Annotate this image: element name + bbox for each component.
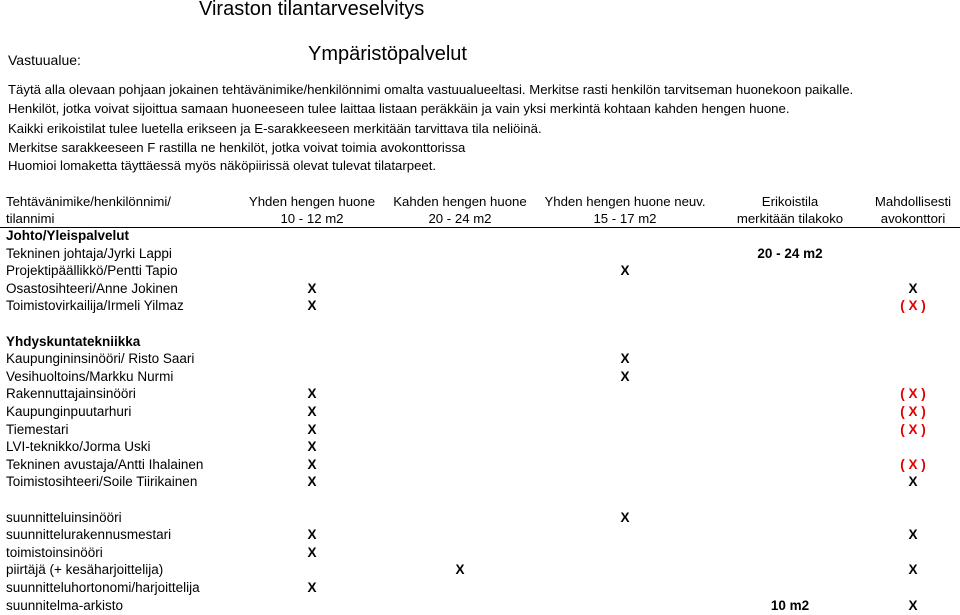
header-col-double-room: Kahden hengen huone <box>393 194 527 209</box>
vastuualue-label: Vastuualue: <box>8 52 81 68</box>
cell-mark: X <box>307 544 317 560</box>
row-name: Tekninen johtaja/Jyrki Lappi <box>6 245 172 261</box>
header-col-special-space-note: merkitään tilakoko <box>736 211 844 226</box>
cell-mark: X <box>307 404 317 419</box>
cell-mark: X <box>908 474 918 490</box>
cell-mark: X <box>908 597 918 613</box>
table-row <box>0 597 960 615</box>
row-name: Projektipäällikkö/Pentti Tapio <box>6 263 178 279</box>
row-name: Toimistosihteeri/Soile Tiirikainen <box>6 474 198 490</box>
table-row <box>0 526 960 544</box>
table-row <box>0 421 960 439</box>
row-name: Rakennuttajainsinööri <box>6 386 136 402</box>
table-row <box>0 385 960 403</box>
cell-mark: 10 m2 <box>770 597 810 613</box>
cell-mark: X <box>307 421 317 437</box>
header-col-meeting-room-size: 15 - 17 m2 <box>593 211 657 226</box>
cell-mark: ( X ) <box>900 456 926 472</box>
vastuualue-value: Ympäristöpalvelut <box>308 43 467 65</box>
table-row <box>0 509 960 527</box>
table-row <box>0 368 960 386</box>
row-name: toimistoinsinööri <box>6 544 103 560</box>
header-col-single-room-size: 10 - 12 m2 <box>280 211 344 226</box>
table-row <box>0 280 960 298</box>
table-row <box>0 403 960 421</box>
cell-mark: X <box>620 509 630 525</box>
row-name: Osastosihteeri/Anne Jokinen <box>6 280 178 296</box>
table-row <box>0 456 960 474</box>
cell-mark: X <box>307 456 317 472</box>
row-name: LVI-teknikko/Jorma Uski <box>6 439 151 455</box>
section-title: Johto/Yleispalvelut <box>6 228 130 243</box>
table-row <box>0 297 960 315</box>
row-name: Tekninen avustaja/Antti Ihalainen <box>6 456 204 472</box>
instruction-line: Henkilöt, jotka voivat sijoittua samaan huoneeseen tulee laittaa listaan peräkkäin ja vain yksi merkintä kohtaan kahden hengen huone. <box>8 101 790 116</box>
instruction-line: Huomioi lomaketta täyttäessä myös näköpiirissä olevat tulevat tilatarpeet. <box>8 158 437 173</box>
row-name: suunnitteluhortonomi/harjoittelija <box>6 580 200 595</box>
section-header-row <box>0 227 960 245</box>
cell-mark: X <box>307 298 317 314</box>
instruction-line: Merkitse sarakkeeseen F rastilla ne henkilöt, jotka voivat toimia avokonttorissa <box>8 140 466 155</box>
cell-mark: X <box>307 439 317 455</box>
cell-mark: X <box>307 527 317 543</box>
cell-mark: ( X ) <box>900 298 926 314</box>
row-name: Vesihuoltoins/Markku Nurmi <box>6 368 174 384</box>
section-title: Yhdyskuntatekniikka <box>6 333 141 349</box>
cell-mark: X <box>455 562 465 578</box>
cell-mark: X <box>620 351 630 367</box>
table-row <box>0 579 960 597</box>
instruction-line: Täytä alla olevaan pohjaan jokainen tehtävänimike/henkilönnimi omalta vastuualueeltasi. Merkitse rasti henkilön tarvitseman huonekoon paikalle. <box>8 82 854 97</box>
table-row <box>0 438 960 456</box>
row-name: suunnitelma-arkisto <box>6 597 124 613</box>
cell-mark: X <box>307 280 317 296</box>
cell-mark: 20 - 24 m2 <box>757 245 823 261</box>
cell-mark: X <box>908 527 918 543</box>
cell-mark: X <box>620 368 630 384</box>
cell-mark: X <box>307 580 317 595</box>
cell-mark: X <box>307 386 317 402</box>
table-row <box>0 544 960 562</box>
header-col-meeting-room: Yhden hengen huone neuv. <box>544 194 706 209</box>
header-name-line2: tilannimi <box>6 211 55 226</box>
row-name: Kaupungininsinööri/ Risto Saari <box>6 351 195 367</box>
cell-mark: X <box>620 263 630 279</box>
cell-mark: ( X ) <box>900 404 926 419</box>
table-row <box>0 491 960 509</box>
header-col-open-office-note: avokonttori <box>880 211 946 226</box>
row-name: suunnittelurakennusmestari <box>6 527 172 543</box>
cell-mark: X <box>908 280 918 296</box>
row-name: piirtäjä (+ kesäharjoittelija) <box>6 562 164 578</box>
table-row <box>0 473 960 491</box>
header-col-open-office: Mahdollisesti <box>874 194 952 209</box>
table-row <box>0 561 960 579</box>
table-row <box>0 245 960 263</box>
row-name: Tiemestari <box>6 421 69 437</box>
table-row <box>0 315 960 333</box>
page-title: Viraston tilantarveselvitys <box>199 0 425 20</box>
header-col-single-room: Yhden hengen huone <box>248 194 376 209</box>
row-name: Kaupunginpuutarhuri <box>6 404 132 419</box>
header-name-line1: Tehtävänimike/henkilönnimi/ <box>6 194 171 209</box>
row-name: suunnitteluinsinööri <box>6 509 122 525</box>
table-row <box>0 262 960 280</box>
instruction-line: Kaikki erikoistilat tulee luetella erikseen ja E-sarakkeeseen merkitään tarvittava tila neliöinä. <box>8 121 542 136</box>
cell-mark: ( X ) <box>900 421 926 437</box>
table-row <box>0 350 960 368</box>
header-col-special-space: Erikoistila <box>761 194 819 209</box>
cell-mark: X <box>307 474 317 490</box>
cell-mark: ( X ) <box>900 386 926 402</box>
section-header-row <box>0 333 960 351</box>
row-name: Toimistovirkailija/Irmeli Yilmaz <box>6 298 184 314</box>
header-col-double-room-size: 20 - 24 m2 <box>428 211 492 226</box>
cell-mark: X <box>908 562 918 578</box>
